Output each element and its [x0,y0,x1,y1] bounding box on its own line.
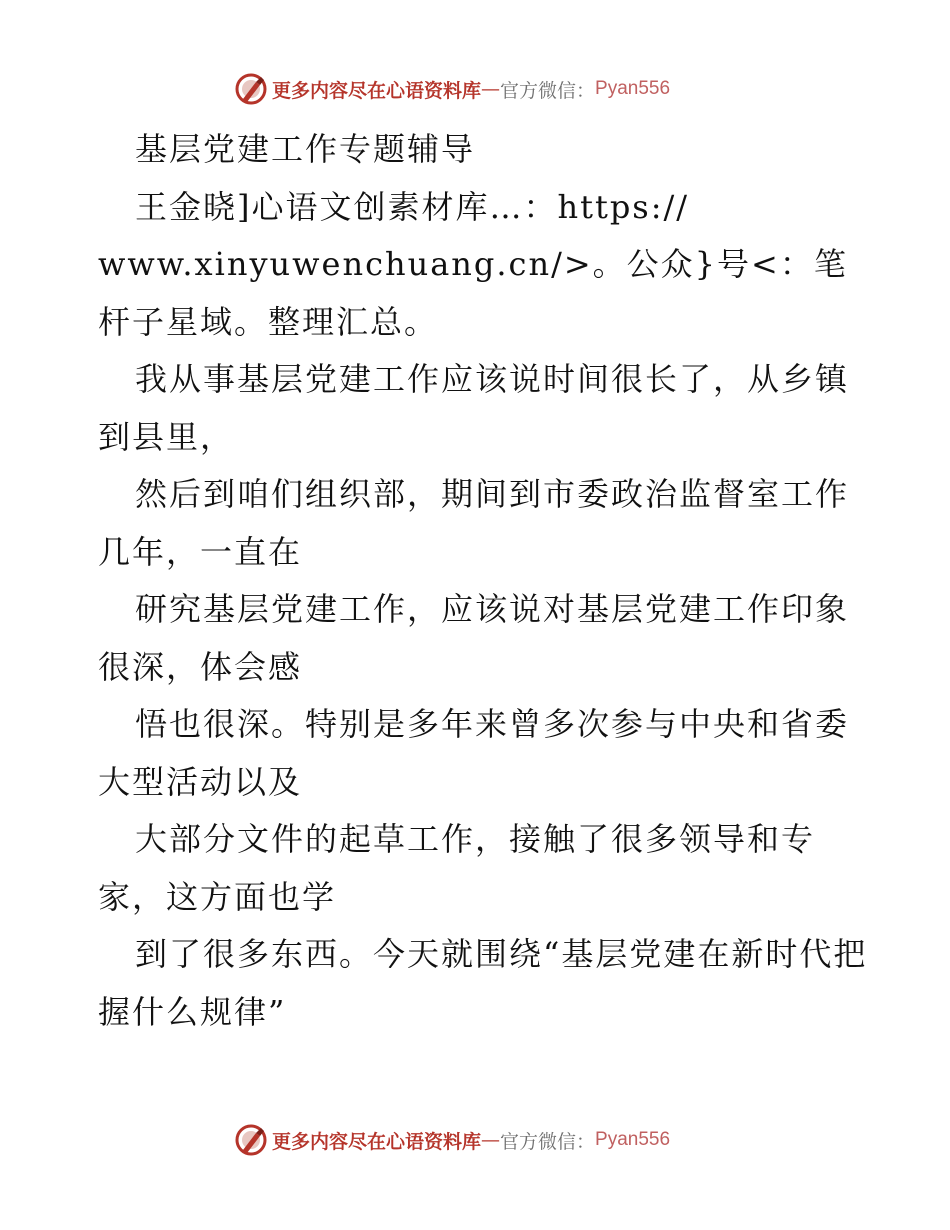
header-wechat-id: Pyan556 [595,78,671,99]
pen-nib-circle-icon [234,72,268,106]
document-title: 基层党建工作专题辅导 [135,130,476,168]
paragraph: 大部分文件的起草工作，接触了很多领导和专家，这方面也学 [98,820,816,916]
paragraph: 到了很多东西。今天就围绕“基层党建在新时代把握什么规律” [98,935,868,1031]
paragraph: 研究基层党建工作，应该说对基层党建工作印象很深，体会感 [98,590,850,686]
header-label: 官方微信： [500,79,596,102]
footer-banner [234,1122,670,1158]
header-dash: — [481,78,501,100]
footer-wechat-id: Pyan556 [595,1129,671,1150]
paragraph: www.xinyuwenchuang.cn/>。公众}号<：笔杆子星域。整理汇总。 [98,245,848,341]
footer-brand: 更多内容尽在心语资料库 [272,1130,482,1153]
paragraph: 我从事基层党建工作应该说时间很长了，从乡镇到县里， [98,360,850,456]
paragraph: 王金晓]心语文创素材库…：https:// [135,187,690,226]
paragraph: 悟也很深。特别是多年来曾多次参与中央和省委大型活动以及 [98,705,850,801]
pen-nib-circle-icon [234,1123,268,1157]
footer-dash: — [481,1129,501,1151]
document-body [98,121,868,1041]
footer-label: 官方微信： [500,1130,596,1153]
paragraph: 然后到咱们组织部，期间到市委政治监督室工作几年，一直在 [98,475,850,571]
header-brand: 更多内容尽在心语资料库 [272,79,482,102]
header-banner [234,71,670,107]
